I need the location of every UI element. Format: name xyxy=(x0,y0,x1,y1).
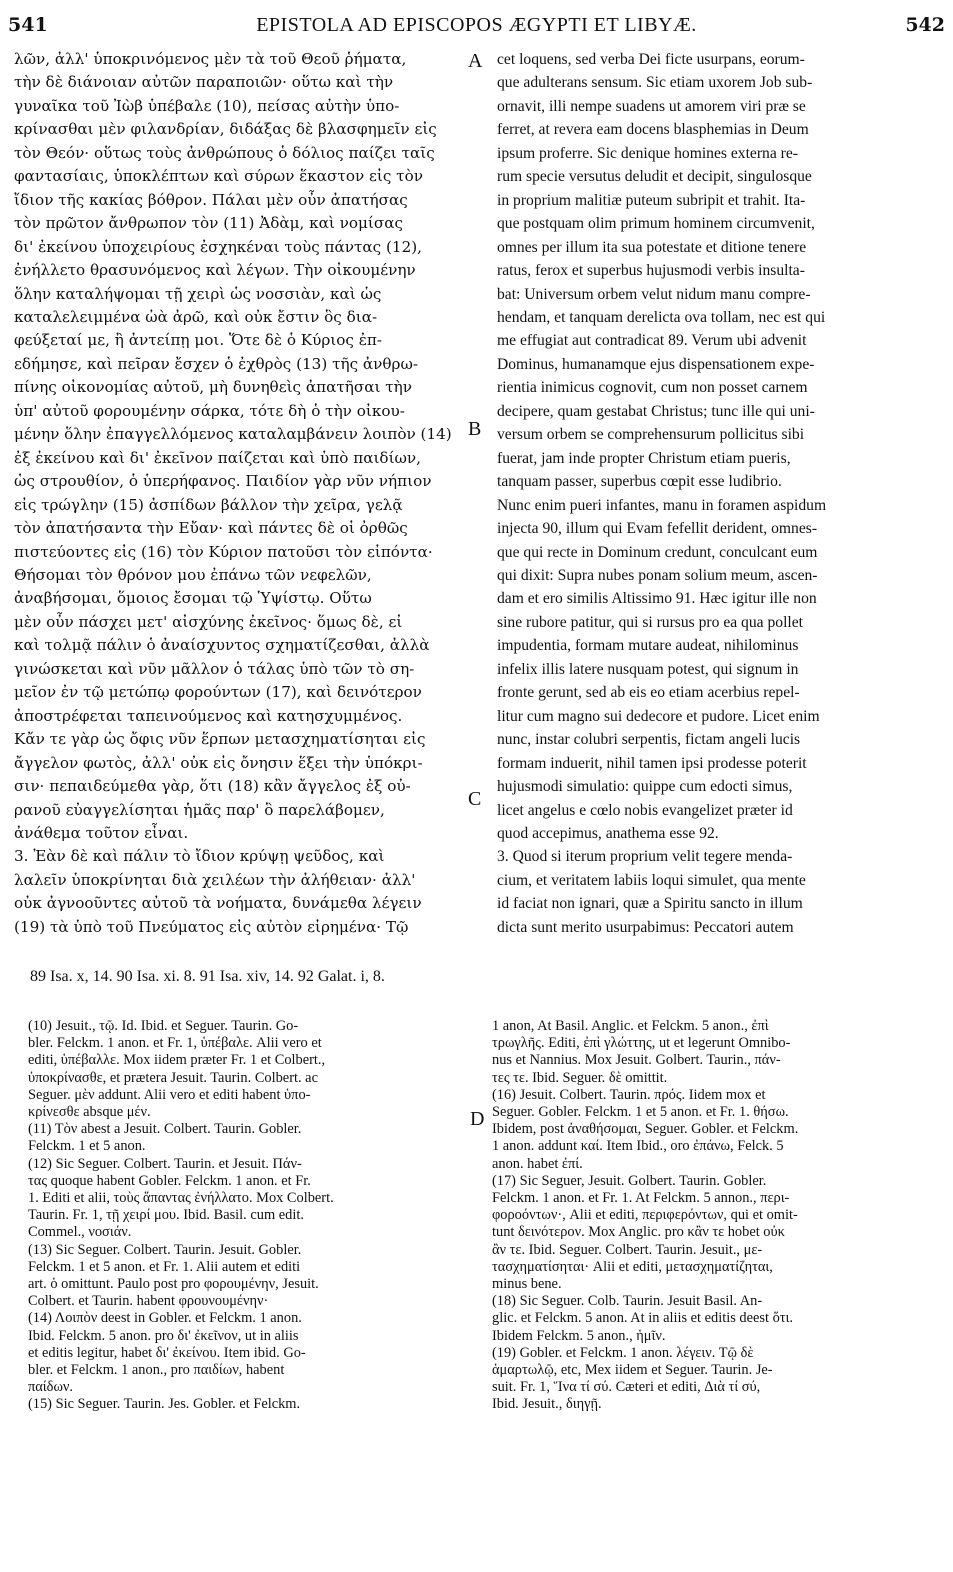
latin-text-line: tanquam passer, superbus cœpit esse ludibrio. xyxy=(497,473,782,491)
note-line: Ibidem, post ἀναθήσομαι, Seguer. Gobler. et Felckm. xyxy=(492,1121,799,1138)
greek-text-line: σιν· πεπαιδεύμεθα γὰρ, ὅτι (18) κἂν ἄγγελος ἐξ οὐ- xyxy=(14,777,411,796)
greek-text-line: εδήμησε, καὶ πεῖραν ἔσχεν ὁ ἐχθρὸς (13) τῆς ἀνθρω- xyxy=(14,354,418,373)
latin-text-line: ratus, ferox et superbus hujusmodi verbis insulta- xyxy=(497,262,805,280)
greek-text-line: ὡς στρουθίον, ὁ ὑπερήφανος. Παιδίον γὰρ νῦν νήπιον xyxy=(14,472,432,491)
latin-text-line: decipere, quam gestabat Christus; tunc ille qui uni- xyxy=(497,402,815,420)
greek-text-line: δι' ἐκείνου ὑποχειρίους ἐσχηκέναι τοὺς πάντας (12), xyxy=(14,237,423,256)
greek-text-line: ἴδιον τῆς κακίας βόθρον. Πάλαι μὲν οὖν ἀπατήσας xyxy=(14,190,408,209)
latin-text-line: que qui recte in Dominum credunt, conculcant eum xyxy=(497,543,818,561)
note-line: 1 anon, At Basil. Anglic. et Felckm. 5 anon., ἐπὶ xyxy=(492,1018,769,1034)
greek-text-line: εἰς τρώγλην (15) ἀσπίδων βάλλον τὴν χεῖρα, γελᾷ xyxy=(14,495,403,514)
latin-text-line: impudentia, formam mutare audeat, nihilominus xyxy=(497,637,799,655)
latin-text-line: quod accepimus, anathema esse 92. xyxy=(497,824,719,842)
page-number-right: 542 xyxy=(905,14,945,36)
note-line: Ibidem Felckm. 5 anon., ἡμῖν. xyxy=(492,1327,666,1344)
note-line: Seguer. μὲν addunt. Alii vero et editi habent ὑπο- xyxy=(28,1086,311,1103)
greek-text-line: ἀνάθεμα τοῦτον εἶναι. xyxy=(14,823,189,842)
note-line: τες τε. Ibid. Seguer. δὲ omittit. xyxy=(492,1069,668,1086)
greek-text-line: ἀναβήσομαι, ὅμοιος ἔσομαι τῷ Ὑψίστῳ. Οὕτω xyxy=(14,589,372,608)
note-line: (11) Τὸν abest a Jesuit. Colbert. Taurin. Gobler. xyxy=(28,1121,302,1138)
latin-text-line: fronte gerunt, sed ab eis eo etiam acerbius repel- xyxy=(497,684,800,702)
greek-text-line: οὐκ ἀγνοοῦντες αὐτοῦ τὰ νοήματα, δυνάμεθα λέγειν xyxy=(14,894,422,913)
note-line: (17) Sic Seguer, Jesuit. Golbert. Taurin. Gobler. xyxy=(492,1172,767,1189)
critical-notes-right xyxy=(492,1018,940,1414)
note-line: (14) Λοιπὸν deest in Gobler. et Felckm. 1 anon. xyxy=(28,1310,302,1327)
note-line: τρωγλῆς. Editi, ἐπὶ γλώττης, ut et legerunt Omnibo- xyxy=(492,1035,791,1052)
note-line: ὑποκρίνασθε, et prætera Jesuit. Taurin. Colbert. ac xyxy=(28,1069,318,1086)
latin-text-line: que postquam olim primum hominem circumvenit, xyxy=(497,215,815,233)
latin-text-line: ipsum proferre. Sic denique homines externa re- xyxy=(497,144,798,162)
latin-text-line: litur cum magno sui dedecore et pudore. Licet enim xyxy=(497,707,820,725)
section-marker-d: D xyxy=(470,1108,485,1130)
greek-text-line: γυναῖκα τοῦ Ἰὼβ ὑπέβαλε (10), πείσας αὐτὴν ὑπο- xyxy=(14,96,400,115)
greek-text-line: ἄγγελον φωτὸς, ἀλλ' οὐκ εἰς ὄνησιν ἕξει τὴν ὑπόκρι- xyxy=(14,753,423,772)
note-line: (16) Jesuit. Colbert. Taurin. πρός. Iidem mox et xyxy=(492,1086,766,1103)
latin-text-line: rientia inimicus cognovit, cum non posset carnem xyxy=(497,379,808,397)
latin-text-line: cium, et veritatem labiis loqui simulet, qua mente xyxy=(497,871,806,889)
latin-text-line: hendam, et tanquam derelicta ova tollam, nec est qui xyxy=(497,308,826,326)
latin-text-line: qui dixit: Supra nubes ponam solium meum, ascen- xyxy=(497,566,818,584)
note-line: art. ὁ omittunt. Paulo post pro φορουμένην, Jesuit. xyxy=(28,1276,319,1293)
note-line: Taurin. Fr. 1, τῇ χειρί μου. Ibid. Basil. cum edit. xyxy=(28,1207,304,1224)
latin-text-line: que adulterans sensum. Sic etiam uxorem Job sub- xyxy=(497,74,813,92)
note-line: (13) Sic Seguer. Colbert. Taurin. Jesuit. Gobler. xyxy=(28,1241,302,1258)
greek-text-line: μεῖον ἐν τῷ μετώπῳ φορούντων (17), καὶ δεινότερον xyxy=(14,683,422,702)
greek-text-line: Κἄν τε γὰρ ὡς ὄφις νῦν ἕρπων μετασχηματίσηται εἰς xyxy=(14,730,426,749)
section-marker-b: B xyxy=(468,418,482,440)
note-line: Commel., νοσιάν. xyxy=(28,1224,132,1241)
note-line: (19) Gobler. et Felckm. 1 anon. λέγειν. Τῷ δὲ xyxy=(492,1344,754,1361)
section-marker-a: A xyxy=(468,50,483,72)
greek-text-line: ὅλην καταλήψομαι τῇ χειρὶ ὡς νοσσιὰν, καὶ ὡς xyxy=(14,284,382,303)
latin-text-line: me effugiat aut contradicat 89. Verum ubi advenit xyxy=(497,332,807,350)
note-line: 1 anon. addunt καί. Item Ibid., oro ἐπάνω, Felck. 5 xyxy=(492,1138,784,1155)
greek-text-line: λαλεῖν ὑποκρίνηται διὰ χειλέων τὴν ἀλήθειαν· ἀλλ' xyxy=(14,870,416,889)
latin-text-line: rum specie versutus deludit et decipit, singulosque xyxy=(497,168,812,186)
greek-text-line: πιστεύοντες εἰς (16) τὸν Κύριον πατοῦσι τὸν εἰπόντα· xyxy=(14,542,433,561)
latin-text-line: omnes per illum ita sua potestate et ditione tenere xyxy=(497,238,807,256)
greek-text-line: (19) τὰ ὑπὸ τοῦ Πνεύματος εἰς αὐτὸν εἰρημένα· Τῷ xyxy=(14,917,409,936)
note-line: minus bene. xyxy=(492,1276,562,1293)
latin-text-line: dam et ero similis Altissimo 91. Hæc igitur ille non xyxy=(497,590,817,608)
note-line: 1. Editi et alii, τοὺς ἅπαντας ἐνήλλατο. Mox Colbert. xyxy=(28,1190,334,1207)
latin-text-line: ferret, at revera eam docens blasphemias in Deum xyxy=(497,121,809,139)
note-line: Felckm. 1 et 5 anon. xyxy=(28,1138,146,1155)
note-line: glic. et Felckm. 5 anon. At in aliis et editis deest ὅτι. xyxy=(492,1310,794,1327)
greek-text-line: ρανοῦ εὐαγγελίσηται ἡμᾶς παρ' ὃ παρελάβομεν, xyxy=(14,800,385,819)
note-line: παίδων. xyxy=(28,1379,74,1396)
latin-text-line: dicta sunt merito usurpabimus: Peccatori autem xyxy=(497,918,794,936)
note-line: Felckm. 1 et 5 anon. et Fr. 1. Alii autem et editi xyxy=(28,1258,301,1275)
latin-text-line: fuerat, jam inde propter Christum etiam pueris, xyxy=(497,449,791,467)
latin-text-line: hujusmodi simulatio: quippe cum edocti simus, xyxy=(497,778,793,796)
greek-text-line: τὴν δὲ διάνοιαν αὐτῶν παραποιῶν· οὕτω καὶ τὴν xyxy=(14,73,394,92)
note-line: suit. Fr. 1, Ἵνα τί σύ. Cæteri et editi, Διὰ τί σύ, xyxy=(492,1379,761,1396)
greek-text-line: ἀποστρέφεται ταπεινούμενος καὶ κατησχυμμένος. xyxy=(14,706,403,725)
running-header xyxy=(0,12,953,42)
note-line: (18) Sic Seguer. Colb. Taurin. Jesuit Basil. An- xyxy=(492,1293,763,1310)
greek-text-line: ἐξ ἐκείνου καὶ δι' ἐκεῖνον παίζεται καὶ ὑπὸ παιδίων, xyxy=(14,448,421,467)
latin-text-line: nunc, instar colubri serpentis, fictam angeli lucis xyxy=(497,731,801,749)
note-line: et editis legitur, habet δι' ἐκείνου. Item ibid. Go- xyxy=(28,1344,306,1361)
latin-text-line: infelix illis latere nusquam potest, qui signum in xyxy=(497,660,799,678)
note-line: κρίνεσθε absque μέν. xyxy=(28,1104,151,1121)
greek-text-line: τὸν πρῶτον ἄνθρωπον τὸν (11) Ἀδὰμ, καὶ νομίσας xyxy=(14,214,404,233)
greek-text-line: ἐνήλλετο θρασυνόμενος καὶ λέγων. Τὴν οἰκουμένην xyxy=(14,261,416,280)
greek-text-line: μένην ὅλην ἐπαγγελλόμενος καταλαμβάνειν λοιπὸν (14) xyxy=(14,425,452,444)
note-line: Ibid. Jesuit., διηγῇ. xyxy=(492,1396,602,1413)
section-marker-c: C xyxy=(468,788,482,810)
note-line: τασχηματίσηται· Alii et editi, μετασχηματίζηται, xyxy=(492,1258,773,1275)
latin-text-line: 3. Quod si iterum proprium velit tegere menda- xyxy=(497,848,793,866)
greek-text-line: μὲν οὖν πάσχει μετ' αἰσχύνης ἐκεῖνος· ὅμως δὲ, εἰ xyxy=(14,612,403,631)
critical-notes-left xyxy=(28,1018,466,1414)
latin-text-line: sine rubore patitur, qui si rursus pro ea qua pollet xyxy=(497,613,803,631)
running-title: EPISTOLA AD EPISCOPOS ÆGYPTI ET LIBYÆ. xyxy=(256,14,697,36)
note-line: bler. Felckm. 1 anon. et Fr. 1, ὑπέβαλε. Alii vero et xyxy=(28,1035,322,1052)
note-line: (12) Sic Seguer. Colbert. Taurin. et Jesuit. Πάν- xyxy=(28,1155,302,1172)
note-line: bler. et Felckm. 1 anon., pro παιδίων, habent xyxy=(28,1362,285,1379)
greek-text-line: ὑπ' αὐτοῦ φορουμένην σάρκα, τότε δὴ ὁ τὴν οἰκου- xyxy=(14,401,405,420)
note-line: nus et Nannius. Mox Jesuit. Golbert. Taurin., πάν- xyxy=(492,1052,781,1069)
latin-text-column xyxy=(497,48,943,939)
greek-text-line: καταλελειμμένα ὠὰ ἀρῶ, καὶ οὐκ ἔστιν ὃς δια- xyxy=(14,307,378,326)
note-line: tunt δεινότερον. Mox Anglic. pro κἂν τε hobet οὐκ xyxy=(492,1224,785,1241)
latin-text-line: id faciat non ignari, quæ a Spiritu sancto in illum xyxy=(497,895,803,913)
greek-text-line: καὶ τολμᾷ πάλιν ὁ ἀναίσχυντος σχηματίζεσθαι, ἀλλὰ xyxy=(14,636,430,655)
greek-text-line: γινώσκεται καὶ νῦν μᾶλλον ὁ τάλας ὑπὸ τῶν τὸ ση- xyxy=(14,659,415,678)
note-line: φοροόντων·, Alii et editi, περιφερόντων, qui et omit- xyxy=(492,1207,798,1224)
greek-text-line: τὸν ἀπατήσαντα τὴν Εὔαν· καὶ πάντες δὲ οἱ ὀρθῶς xyxy=(14,519,408,538)
greek-text-line: 3. Ἐὰν δὲ καὶ πάλιν τὸ ἴδιον κρύψῃ ψεῦδος, καὶ xyxy=(14,847,385,866)
greek-text-line: κρίνασθαι μὲν φιλανδρίαν, διδάξας δὲ βλασφημεῖν εἰς xyxy=(14,120,437,139)
latin-text-line: cet loquens, sed verba Dei ficte usurpans, eorum- xyxy=(497,51,805,68)
note-line: Ibid. Felckm. 5 anon. pro δι' ἐκεῖνον, ut in aliis xyxy=(28,1327,299,1344)
latin-text-line: versum orbem se comprehensurum pollicitus sibi xyxy=(497,426,805,444)
note-line: anon. habet ἐπί. xyxy=(492,1155,583,1172)
note-line: ἂν τε. Ibid. Seguer. Colbert. Taurin. Jesuit., με- xyxy=(492,1241,763,1258)
latin-text-line: injecta 90, illum qui Evam fefellit derident, omnes- xyxy=(497,520,818,538)
latin-text-line: Dominus, humanamque ejus dispensationem expe- xyxy=(497,355,815,373)
greek-text-line: λῶν, ἀλλ' ὑποκρινόμενος μὲν τὰ τοῦ Θεοῦ ῥήματα, xyxy=(14,50,407,68)
note-line: editi, ὑπέβαλλε. Mox iidem præter Fr. 1 et Colbert., xyxy=(28,1052,326,1069)
latin-text-line: bat: Universum orbem velut nidum manu compre- xyxy=(497,285,811,303)
note-line: Colbert. et Taurin. habent φρουνουμένην· xyxy=(28,1293,269,1310)
greek-text-line: φεύξεταί με, ἢ ἀντείπῃ μοι. Ὅτε δὲ ὁ Κύριος ἐπ- xyxy=(14,331,383,350)
greek-text-line: Θήσομαι τὸν θρόνον μου ἐπάνω τῶν νεφελῶν, xyxy=(14,565,372,584)
note-line: Felckm. 1 anon. et Fr. 1. At Felckm. 5 annon., περι- xyxy=(492,1190,790,1207)
latin-text-line: formam induerit, nihil tamen ipsi prodesse poterit xyxy=(497,754,807,772)
note-line: (15) Sic Seguer. Taurin. Jes. Gobler. et Felckm. xyxy=(28,1396,301,1413)
greek-text-line: πίνης οἰκονομίας αὐτοῦ, μὴ δυνηθεὶς ἀπατῆσαι τὴν xyxy=(14,378,412,397)
scripture-references: 89 Isa. x, 14. 90 Isa. xi. 8. 91 Isa. xiv, 14. 92 Galat. i, 8. xyxy=(30,968,385,985)
latin-text-line: licet angelus e cœlo nobis evangelizet præter id xyxy=(497,801,793,819)
latin-text-line: ornavit, illi nempe suadens ut amorem viri præ se xyxy=(497,97,806,115)
note-line: Seguer. Gobler. Felckm. 1 et 5 anon. et Fr. 1. θήσω. xyxy=(492,1104,789,1121)
latin-text-line: Nunc enim pueri infantes, manu in foramen aspidum xyxy=(497,496,827,514)
greek-text-line: φαντασίαις, ὑποκλέπτων καὶ σύρων ἕκαστον εἰς τὸν xyxy=(14,167,423,186)
page-number-left: 541 xyxy=(8,14,48,36)
note-line: (10) Jesuit., τῷ. Id. Ibid. et Seguer. Taurin. Go- xyxy=(28,1018,299,1034)
greek-text-line: τὸν Θεόν· οὕτως τοὺς ἀνθρώπους ὁ δόλιος παίζει ταῖς xyxy=(14,143,435,162)
greek-text-column xyxy=(14,48,466,939)
note-line: ἁμαρτωλῷ, etc, Mex iidem et Seguer. Taurin. Je- xyxy=(492,1362,773,1379)
latin-text-line: in proprium malitiæ puteum subripit et trahit. Ita- xyxy=(497,191,806,209)
note-line: τας quoque habent Gobler. Felckm. 1 anon. et Fr. xyxy=(28,1172,311,1189)
